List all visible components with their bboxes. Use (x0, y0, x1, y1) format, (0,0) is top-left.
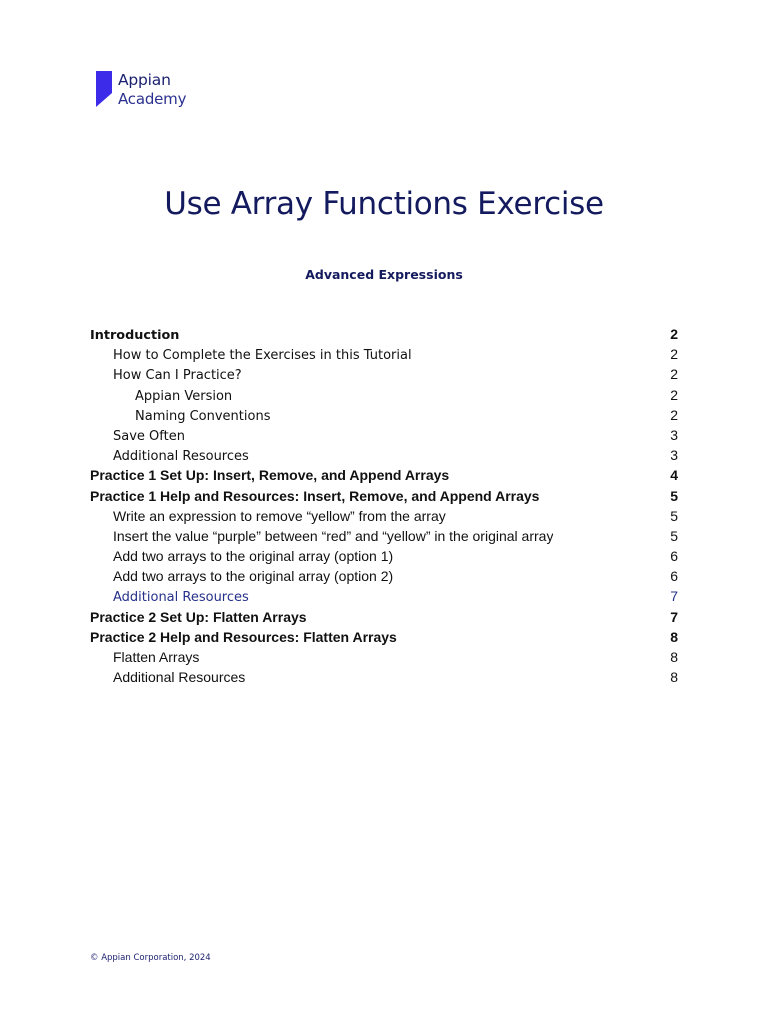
toc-entry-page: 6 (670, 548, 678, 565)
logo-word-appian: Appian (118, 71, 171, 89)
toc-entry-page: 5 (670, 507, 678, 524)
toc-entry[interactable] (90, 344, 678, 364)
toc-entry[interactable] (90, 506, 678, 526)
toc-entry[interactable] (90, 566, 678, 586)
toc-entry-title[interactable]: Insert the value “purple” between “red” and “yellow” in the original array (113, 527, 554, 544)
toc-entry-page: 2 (670, 406, 678, 423)
toc-entry[interactable] (90, 546, 678, 566)
toc-entry-title[interactable]: Write an expression to remove “yellow” from the array (113, 507, 446, 524)
toc-entry-page: 3 (670, 447, 678, 464)
toc-entry[interactable] (90, 324, 678, 344)
toc-entry[interactable] (90, 607, 678, 627)
toc-entry-page: 2 (670, 366, 678, 383)
toc-entry[interactable] (90, 586, 678, 606)
toc-entry-title[interactable]: Additional Resources (113, 449, 249, 465)
toc-entry-title[interactable]: How Can I Practice? (113, 368, 242, 384)
toc-entry[interactable] (90, 486, 678, 506)
toc-entry[interactable] (90, 667, 678, 687)
toc-entry-title[interactable]: Flatten Arrays (113, 649, 200, 665)
toc-entry-title[interactable]: Save Often (113, 428, 185, 444)
toc-entry-page: 3 (670, 426, 678, 443)
toc-entry[interactable] (90, 385, 678, 405)
toc-entry-title[interactable]: Appian Version (135, 388, 233, 404)
document-title: Use Array Functions Exercise (164, 186, 604, 222)
toc-entry[interactable] (90, 405, 678, 425)
toc-entry-page: 7 (670, 588, 678, 605)
toc-entry-page: 8 (670, 669, 678, 686)
toc-entry-page: 2 (670, 346, 678, 363)
toc-entry[interactable] (90, 364, 678, 384)
toc-entry-page: 4 (670, 467, 678, 484)
toc-entry[interactable] (90, 647, 678, 667)
toc-entry-title[interactable]: Introduction (90, 328, 180, 343)
appian-logo-icon (96, 71, 112, 107)
logo-wordmark (118, 71, 186, 109)
toc-entry[interactable] (90, 445, 678, 465)
toc-entry-title[interactable]: Practice 2 Set Up: Flatten Arrays (90, 608, 307, 625)
toc-entry-page: 8 (670, 649, 678, 665)
table-of-contents (90, 324, 678, 687)
toc-entry-title[interactable]: Practice 1 Set Up: Insert, Remove, and Append Arrays (90, 467, 450, 484)
appian-academy-logo (96, 71, 186, 109)
toc-entry-page: 2 (670, 386, 678, 403)
toc-entry-page: 5 (670, 487, 678, 504)
toc-entry[interactable] (90, 425, 678, 445)
toc-entry-title[interactable]: Additional Resources (113, 590, 249, 606)
toc-entry-page: 6 (670, 568, 678, 585)
toc-entry-title[interactable]: Add two arrays to the original array (option 2) (113, 568, 394, 585)
toc-entry-title[interactable]: How to Complete the Exercises in this Tutorial (113, 348, 412, 364)
toc-entry[interactable] (90, 627, 678, 647)
toc-entry-title[interactable]: Practice 2 Help and Resources: Flatten Arrays (90, 628, 397, 645)
toc-entry-title[interactable]: Additional Resources (113, 669, 246, 686)
toc-entry[interactable] (90, 465, 678, 485)
toc-entry-page: 7 (670, 608, 678, 625)
toc-entry-page: 5 (670, 527, 678, 544)
toc-entry-title[interactable]: Practice 1 Help and Resources: Insert, Remove, and Append Arrays (90, 487, 540, 504)
copyright-footer: © Appian Corporation, 2024 (90, 953, 211, 963)
toc-entry[interactable] (90, 526, 678, 546)
toc-entry-title[interactable]: Naming Conventions (135, 408, 271, 424)
toc-entry-page: 2 (670, 326, 678, 342)
logo-word-academy: Academy (118, 90, 187, 108)
document-subtitle: Advanced Expressions (305, 267, 463, 282)
toc-entry-page: 8 (670, 628, 678, 645)
toc-entry-title[interactable]: Add two arrays to the original array (option 1) (113, 548, 394, 565)
